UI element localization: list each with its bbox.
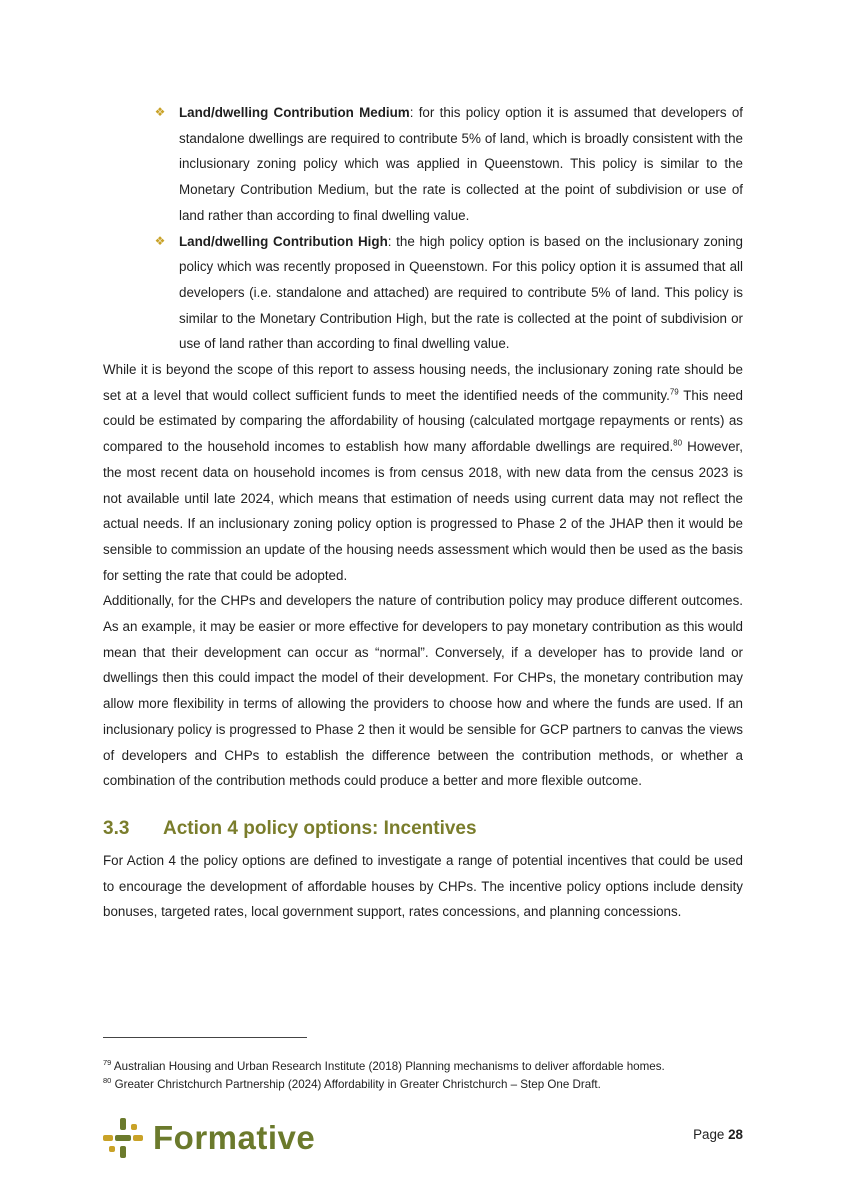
incentives-paragraph: For Action 4 the policy options are defined to investigate a range of potential incentives that could be used to encourage the development of affordable houses by CHPs. The incentive policy options include density bonuses, targeted rates, local government support, rates concessions, and planning concessions. [103,852,743,920]
four-diamond-bullet-icon: ❖ [154,105,166,119]
page-label: Page [693,1127,729,1142]
footnote-text: Greater Christchurch Partnership (2024) Affordability in Greater Christchurch – Step One Draft. [111,1078,601,1091]
bullet-text: : the high policy option is based on the inclusionary zoning policy which was recently proposed in Queenstown. For this policy option it is assumed that all developers (i.e. standalone and attached) are required to contribute 5% of land. This policy is similar to the Monetary Contribution High, but the rate is collected at the point of subdivision or use of land rather than according to final dwelling value. [179,233,743,352]
paragraph-text: However, the most recent data on household incomes is from census 2018, with new data from the census 2023 is not available until late 2024, which means that estimation of needs using current data may not reflect the actual needs. If an inclusionary zoning policy option is progressed to Phase 2 of the JHAP then it would be sensible to commission an update of the housing needs assessment which would then be used as the basis for setting the rate that could be adopted. [103,439,743,583]
formative-logo [103,1118,315,1158]
section-title: Action 4 policy options: Incentives [163,817,477,839]
contribution-methods-paragraph: Additionally, for the CHPs and developers the nature of contribution policy may produce different outcomes. As an example, it may be easier or more effective for developers to pay monetary contribution as this would mean that their development can occur as “normal”. Conversely, if a developer has to provide land or dwellings then this could impact the model of their development. For CHPs, the monetary contribution may allow more flexibility in terms of allowing the providers to choose how and where the funds are used. If an inclusionary policy is progressed to Phase 2 then it would be sensible for GCP partners to canvas the views of developers and CHPs to establish the difference between the contribution methods, or whether a combination of the contribution methods could produce a better and more flexible outcome. [103,593,743,789]
footnote-number: 80 [103,1076,112,1086]
bullet-title: Land/dwelling Contribution High [179,233,388,249]
formative-logo-icon [103,1118,143,1158]
footnotes [103,1058,743,1094]
footnote-text: Australian Housing and Urban Research Institute (2018) Planning mechanisms to deliver affordable homes. [111,1060,665,1073]
page-number [693,1127,743,1142]
list-item [103,100,743,229]
housing-needs-paragraph [103,357,743,588]
bullet-title: Land/dwelling Contribution Medium [179,105,410,120]
bullet-text: : for this policy option it is assumed that developers of standalone dwellings are required to contribute 5% of land, which is broadly consistent with the inclusionary zoning policy which was applied in Queenstown. This policy is similar to the Monetary Contribution Medium, but the rate is collected at the point of subdivision or use of land rather than according to final dwelling value. [179,105,743,223]
paragraph-text: While it is beyond the scope of this report to assess housing needs, the inclusionary zoning rate should be set at a level that would collect sufficient funds to meet the identified needs of the community. [103,362,743,403]
footnote-ref[interactable]: 79 [669,387,679,397]
logo-text: Formative [153,1119,316,1156]
section-number: 3.3 [103,817,130,839]
policy-options-list [103,100,743,357]
section-heading [103,814,743,844]
four-diamond-bullet-icon: ❖ [154,233,166,248]
page-number-value: 28 [728,1127,743,1142]
page-content [103,100,743,925]
footnote [103,1058,743,1076]
paragraph-text: This need could be estimated by comparing the affordability of housing (calculated mortgage repayments or rents) as compared to the household incomes to establish how many affordable dwellings are required. [103,387,743,455]
footnote [103,1076,743,1094]
footnote-number: 79 [103,1058,112,1068]
footnote-ref[interactable]: 80 [673,438,683,448]
footnote-divider [103,1037,307,1038]
list-item [103,229,743,358]
